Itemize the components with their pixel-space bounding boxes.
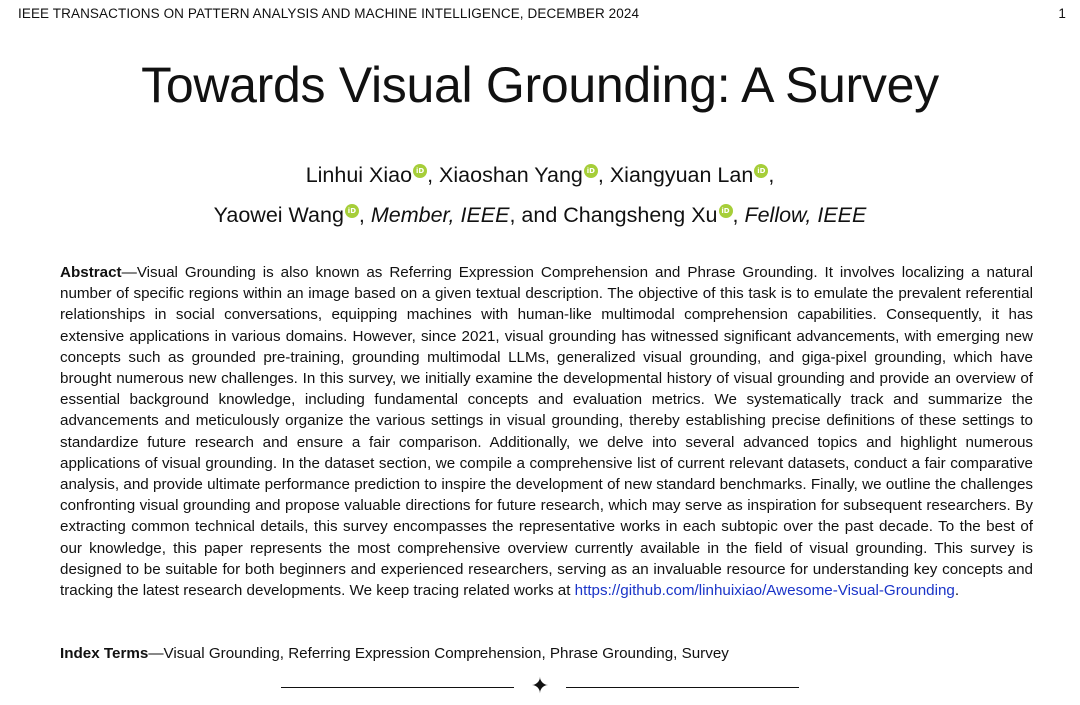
abstract-label: Abstract [60,264,122,281]
conjunction: and [521,203,558,227]
abstract-text: —Visual Grounding is also known as Referring Expression Comprehension and Phrase Grounding. It involves localizing a natural number of specific regions within an image based on a given textual description. The objective of this task is to emulate the prevalent referential relationships in social conversations, equipping machines with human-like multimodal comprehension capabilities. Consequently, it has extensive applications in various domains. However, since 2021, visual grounding has witnessed significant advancements, with emerging new concepts such as grounded pre-training, grounding multimodal LLMs, generalized visual grounding, and giga-pixel grounding, which have brought numerous new challenges. In this survey, we initially examine the developmental history of visual grounding and provide an overview of essential background knowledge, including fundamental concepts and evaluation metrics. We systematically track and summarize the advancements and meticulously organize the various settings in visual grounding, thereby establishing precise definitions of these settings to standardize future research and ensure a fair comparison. Additionally, we delve into several advanced topics and highlight numerous applications of visual grounding. In the dataset section, we compile a comprehensive list of current relevant datasets, conduct a fair comparative analysis, and provide ultimate performance prediction to inspire the development of new standard benchmarks. Finally, we outline the challenges confronting visual grounding and propose valuable directions for future research, which may serve as inspiration for subsequent researchers. By extracting common technical details, this survey encompasses the representative works in each subtopic over the past decade. To the best of our knowledge, this paper represents the most comprehensive overview currently available in the field of visual grounding. This survey is designed to be suitable for both beginners and experienced researchers, serving as an invaluable resource for understanding key concepts and tracking the latest research developments. We keep tracing related works at [60,264,1033,600]
orcid-icon[interactable]: iD [754,164,768,178]
journal-header: IEEE TRANSACTIONS ON PATTERN ANALYSIS AND MACHINE INTELLIGENCE, DECEMBER 2024 [18,6,640,21]
running-head [18,6,1066,21]
divider-rule-right [566,687,799,688]
paper-title: Towards Visual Grounding: A Survey [141,57,939,113]
abstract [60,262,1033,601]
author-name: Linhui Xiao [305,163,413,187]
github-link[interactable]: https://github.com/linhuixiao/Awesome-Visual-Grounding [574,582,955,600]
author-name: Yaowei Wang [213,203,344,227]
index-terms-text: —Visual Grounding, Referring Expression Comprehension, Phrase Grounding, Survey [148,645,729,662]
orcid-icon[interactable]: iD [413,164,427,178]
page-number: 1 [1058,6,1066,21]
orcid-icon[interactable]: iD [345,204,359,218]
author-line-1: Linhui Xiao iD , Xiaoshan Yang iD , Xiangyuan Lan iD , [305,163,775,187]
author-name: Xiaoshan Yang [439,163,583,187]
orcid-icon[interactable]: iD [584,164,598,178]
orcid-icon[interactable]: iD [719,204,733,218]
author-list [0,155,1080,235]
author-role: Member, IEEE [370,203,510,227]
author-line-2: Yaowei Wang iD , Member, IEEE, and Changsheng Xu iD , Fellow, IEEE [213,203,867,227]
author-name: Xiangyuan Lan [609,163,754,187]
divider-star-icon: ✦ [530,674,550,699]
abstract-end: . [954,582,960,600]
author-name: Changsheng Xu [563,203,718,227]
index-terms-label: Index Terms [60,645,149,662]
author-role: Fellow, IEEE [744,203,867,227]
section-divider [0,676,1080,698]
divider-rule-left [281,687,514,688]
index-terms [60,645,729,662]
